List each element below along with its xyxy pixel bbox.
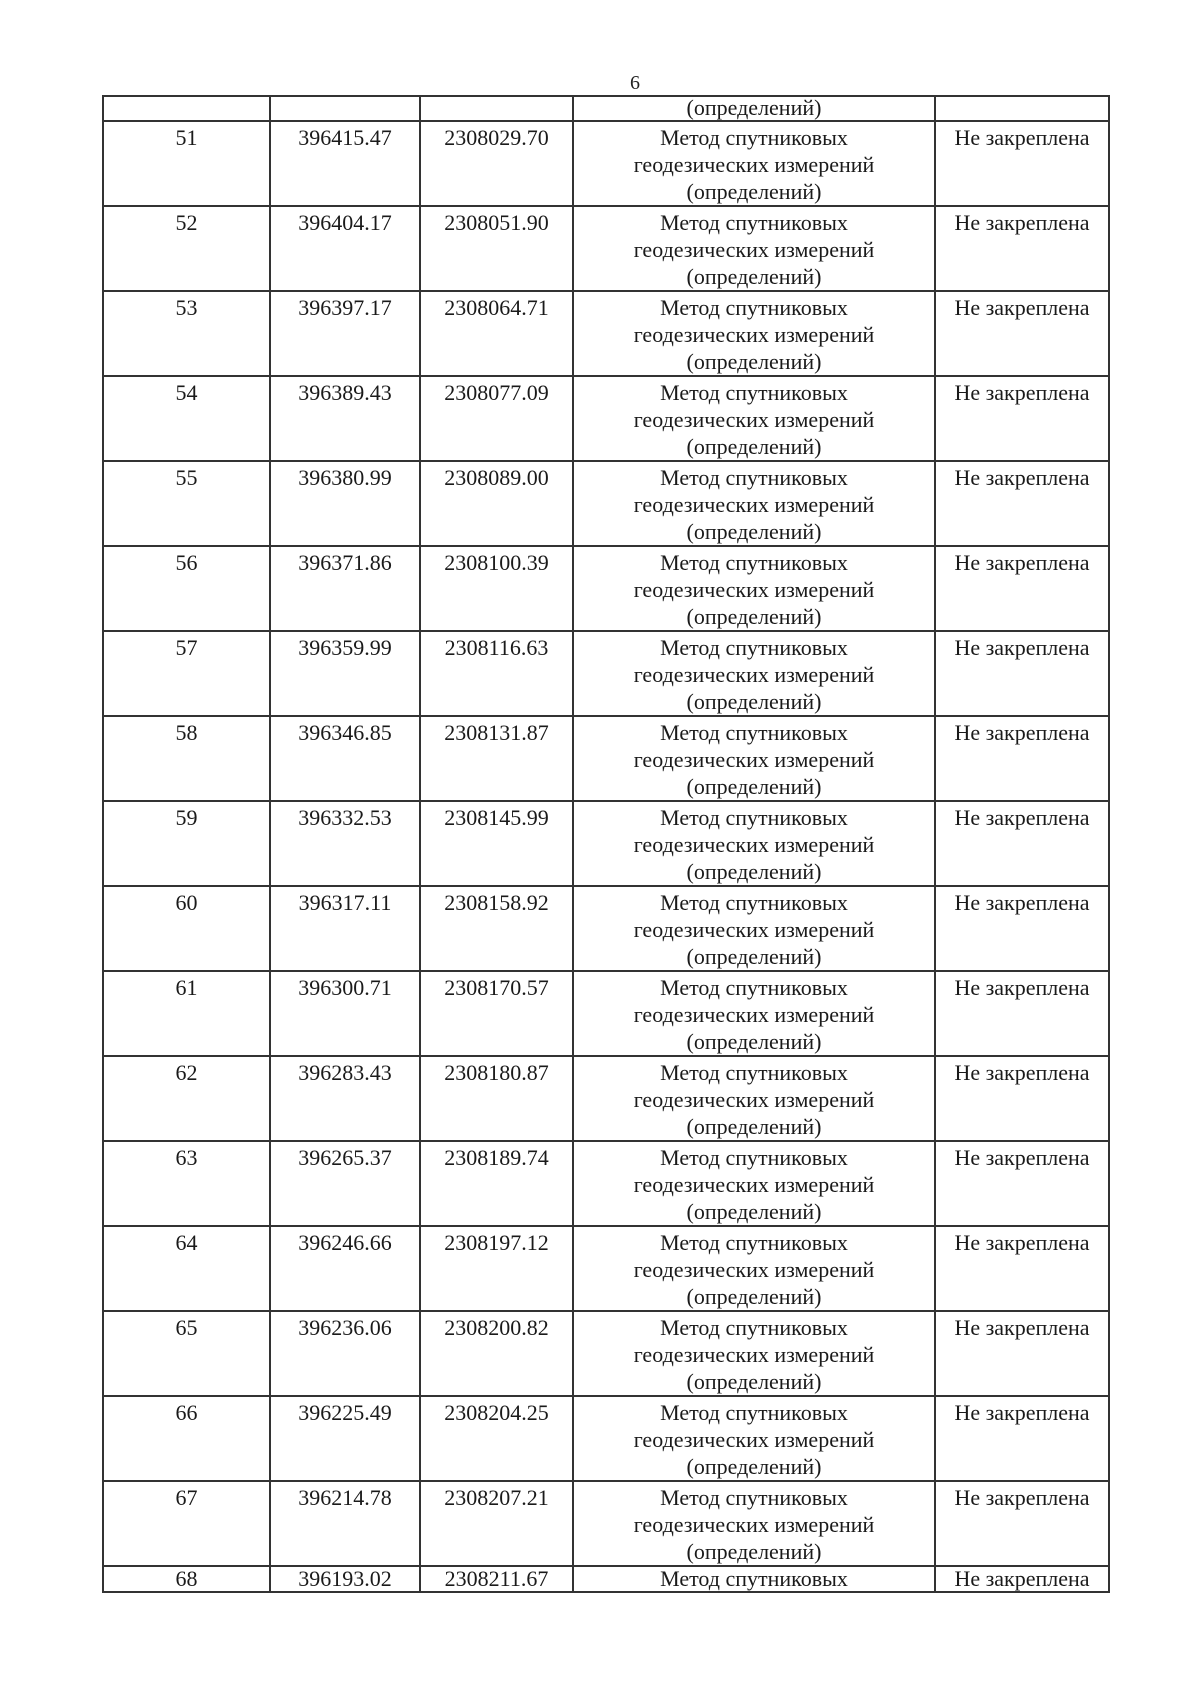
coordinates-table [102, 95, 1110, 1593]
method-line: Метод спутниковых [660, 1485, 848, 1510]
cell-x [270, 96, 420, 121]
method-line: геодезических измерений [633, 237, 875, 262]
method-line: (определений) [686, 519, 822, 544]
cell-fixing: Не закреплена [935, 631, 1109, 716]
table-row [103, 546, 1109, 631]
cell-x: 396404.17 [270, 206, 420, 291]
method-line: Метод спутниковых [660, 380, 848, 405]
cell-y: 2308189.74 [420, 1141, 573, 1226]
method-line: Метод спутниковых [660, 805, 848, 830]
cell-fixing: Не закреплена [935, 1056, 1109, 1141]
cell-fixing: Не закреплена [935, 1311, 1109, 1396]
cell-num: 65 [103, 1311, 270, 1396]
cell-num: 64 [103, 1226, 270, 1311]
method-line: Метод спутниковых [660, 210, 848, 235]
table-row [103, 631, 1109, 716]
method-line: геодезических измерений [633, 747, 875, 772]
cell-method [573, 546, 935, 631]
method-line: Метод спутниковых [660, 975, 848, 1000]
method-line: Метод спутниковых [660, 635, 848, 660]
cell-y: 2308180.87 [420, 1056, 573, 1141]
cell-num: 66 [103, 1396, 270, 1481]
table-row [103, 1141, 1109, 1226]
cell-method [573, 1141, 935, 1226]
cell-method [573, 206, 935, 291]
method-line: геодезических измерений [633, 1087, 875, 1112]
cell-x: 396225.49 [270, 1396, 420, 1481]
cell-method [573, 1056, 935, 1141]
cell-y: 2308089.00 [420, 461, 573, 546]
cell-fixing: Не закреплена [935, 376, 1109, 461]
table-row [103, 1226, 1109, 1311]
cell-fixing: Не закреплена [935, 971, 1109, 1056]
cell-num: 58 [103, 716, 270, 801]
cell-fixing: Не закреплена [935, 461, 1109, 546]
cell-x: 396214.78 [270, 1481, 420, 1566]
cell-method [573, 971, 935, 1056]
cell-num: 52 [103, 206, 270, 291]
method-line: (определений) [686, 604, 822, 629]
method-line: Метод спутниковых [660, 295, 848, 320]
cell-fixing [935, 96, 1109, 121]
cell-y: 2308200.82 [420, 1311, 573, 1396]
table-row [103, 1481, 1109, 1566]
method-line: (определений) [686, 1114, 822, 1139]
method-line: Метод спутниковых [660, 1145, 848, 1170]
method-line: геодезических измерений [633, 322, 875, 347]
table-row [103, 886, 1109, 971]
method-line: геодезических измерений [633, 577, 875, 602]
cell-y: 2308064.71 [420, 291, 573, 376]
method-line: (определений) [686, 1199, 822, 1224]
method-line: геодезических измерений [633, 1342, 875, 1367]
method-line: Метод спутниковых [660, 1315, 848, 1340]
method-line: геодезических измерений [633, 407, 875, 432]
method-line: геодезических измерений [633, 1002, 875, 1027]
table-row [103, 1311, 1109, 1396]
method-line: Метод спутниковых [660, 720, 848, 745]
cell-fixing: Не закреплена [935, 1481, 1109, 1566]
method-line: геодезических измерений [633, 1257, 875, 1282]
cell-fixing: Не закреплена [935, 886, 1109, 971]
method-line: Метод спутниковых [660, 125, 848, 150]
cell-x: 396371.86 [270, 546, 420, 631]
cell-x: 396300.71 [270, 971, 420, 1056]
cell-num: 59 [103, 801, 270, 886]
cell-method [573, 716, 935, 801]
cell-y: 2308051.90 [420, 206, 573, 291]
method-line: (определений) [686, 944, 822, 969]
cell-num: 62 [103, 1056, 270, 1141]
page-number: 6 [630, 72, 640, 94]
cell-method [573, 631, 935, 716]
table-row [103, 801, 1109, 886]
cell-y: 2308029.70 [420, 121, 573, 206]
cell-num: 57 [103, 631, 270, 716]
cell-x: 396236.06 [270, 1311, 420, 1396]
cell-y: 2308170.57 [420, 971, 573, 1056]
cell-x: 396265.37 [270, 1141, 420, 1226]
cell-fixing: Не закреплена [935, 546, 1109, 631]
method-line: геодезических измерений [633, 1427, 875, 1452]
cell-fixing: Не закреплена [935, 291, 1109, 376]
cell-y: 2308197.12 [420, 1226, 573, 1311]
cell-method [573, 886, 935, 971]
cell-method [573, 291, 935, 376]
method-line: Метод спутниковых [660, 1060, 848, 1085]
cell-method [573, 376, 935, 461]
cell-method [573, 461, 935, 546]
cell-y: 2308116.63 [420, 631, 573, 716]
method-line: Метод спутниковых [660, 890, 848, 915]
table-body [103, 96, 1109, 1592]
cell-method [573, 121, 935, 206]
cell-x: 396389.43 [270, 376, 420, 461]
cell-x: 396317.11 [270, 886, 420, 971]
method-line: (определений) [686, 434, 822, 459]
cell-num: 55 [103, 461, 270, 546]
cell-num: 51 [103, 121, 270, 206]
cell-fixing: Не закреплена [935, 1396, 1109, 1481]
cell-y: 2308204.25 [420, 1396, 573, 1481]
cell-num [103, 96, 270, 121]
cell-fixing: Не закреплена [935, 1566, 1109, 1592]
method-line: (определений) [686, 349, 822, 374]
cell-num: 54 [103, 376, 270, 461]
method-line: (определений) [686, 1454, 822, 1479]
method-line: геодезических измерений [633, 492, 875, 517]
method-line: (определений) [686, 859, 822, 884]
cell-x: 396397.17 [270, 291, 420, 376]
table-row [103, 716, 1109, 801]
cell-method [573, 1481, 935, 1566]
cell-num: 56 [103, 546, 270, 631]
cell-num: 67 [103, 1481, 270, 1566]
cell-fixing: Не закреплена [935, 1226, 1109, 1311]
cell-method: Метод спутниковых [573, 1566, 935, 1592]
cell-y: 2308077.09 [420, 376, 573, 461]
method-line: Метод спутниковых [660, 465, 848, 490]
cell-fixing: Не закреплена [935, 206, 1109, 291]
method-line: (определений) [686, 1029, 822, 1054]
table-row [103, 1056, 1109, 1141]
method-line: геодезических измерений [633, 662, 875, 687]
cell-fixing: Не закреплена [935, 1141, 1109, 1226]
method-line: (определений) [686, 774, 822, 799]
method-line: геодезических измерений [633, 1172, 875, 1197]
cell-method [573, 801, 935, 886]
method-line: (определений) [686, 179, 822, 204]
method-line: (определений) [686, 1284, 822, 1309]
cell-y: 2308207.21 [420, 1481, 573, 1566]
cell-y: 2308158.92 [420, 886, 573, 971]
method-line: (определений) [686, 1539, 822, 1564]
method-line: Метод спутниковых [660, 1400, 848, 1425]
table-row [103, 376, 1109, 461]
method-line: геодезических измерений [633, 917, 875, 942]
cell-x: 396380.99 [270, 461, 420, 546]
continuation-row [103, 96, 1109, 121]
cell-y: 2308211.67 [420, 1566, 573, 1592]
table-row [103, 1396, 1109, 1481]
table-row-last [103, 1566, 1109, 1592]
cell-x: 396415.47 [270, 121, 420, 206]
method-line: геодезических измерений [633, 832, 875, 857]
cell-y: 2308145.99 [420, 801, 573, 886]
cell-x: 396346.85 [270, 716, 420, 801]
table-row [103, 971, 1109, 1056]
cell-num: 60 [103, 886, 270, 971]
cell-x: 396283.43 [270, 1056, 420, 1141]
cell-num: 53 [103, 291, 270, 376]
cell-y: 2308131.87 [420, 716, 573, 801]
table-row [103, 206, 1109, 291]
method-line: Метод спутниковых [660, 1230, 848, 1255]
cell-x: 396332.53 [270, 801, 420, 886]
cell-method [573, 1226, 935, 1311]
method-line: геодезических измерений [633, 1512, 875, 1537]
cell-num: 63 [103, 1141, 270, 1226]
method-line: (определений) [686, 264, 822, 289]
table-row [103, 461, 1109, 546]
cell-method: (определений) [573, 96, 935, 121]
cell-x: 396193.02 [270, 1566, 420, 1592]
cell-num: 61 [103, 971, 270, 1056]
method-line: геодезических измерений [633, 152, 875, 177]
cell-num: 68 [103, 1566, 270, 1592]
method-line: (определений) [686, 1369, 822, 1394]
cell-y [420, 96, 573, 121]
method-line: (определений) [686, 689, 822, 714]
cell-y: 2308100.39 [420, 546, 573, 631]
table-row [103, 291, 1109, 376]
cell-fixing: Не закреплена [935, 801, 1109, 886]
cell-method [573, 1311, 935, 1396]
cell-method [573, 1396, 935, 1481]
cell-x: 396359.99 [270, 631, 420, 716]
cell-fixing: Не закреплена [935, 121, 1109, 206]
method-line: Метод спутниковых [660, 550, 848, 575]
cell-x: 396246.66 [270, 1226, 420, 1311]
table-row [103, 121, 1109, 206]
cell-fixing: Не закреплена [935, 716, 1109, 801]
